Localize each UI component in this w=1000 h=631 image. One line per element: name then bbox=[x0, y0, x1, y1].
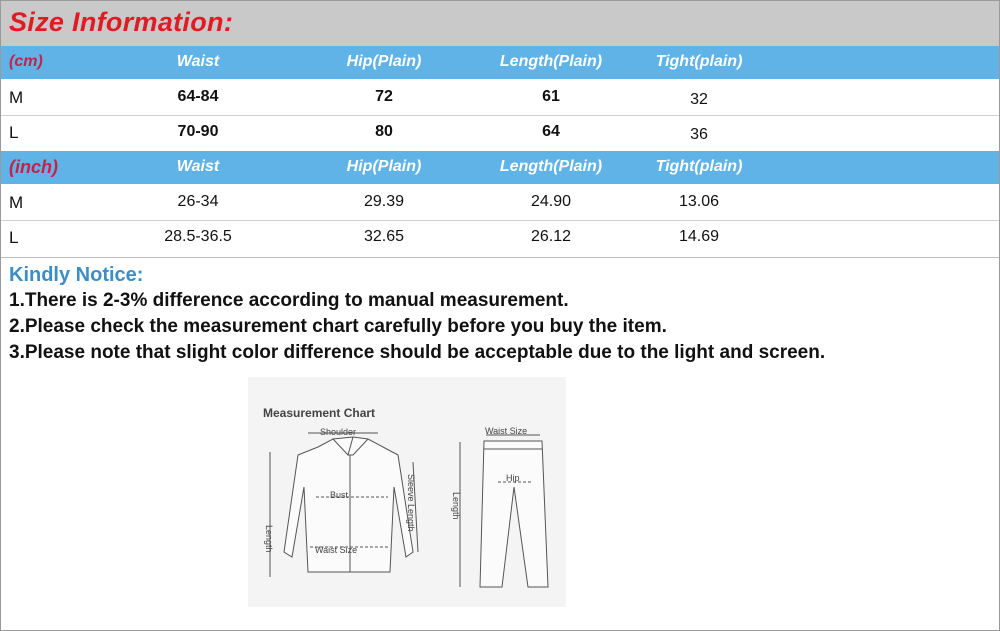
length-value: 61 bbox=[542, 88, 560, 105]
size-label: M bbox=[9, 193, 24, 212]
unit-label-inch: (inch) bbox=[9, 157, 58, 177]
waist-value: 26-34 bbox=[177, 193, 219, 210]
chart-title: Measurement Chart bbox=[263, 406, 376, 420]
table-row bbox=[1, 80, 999, 116]
table-row bbox=[1, 185, 999, 221]
tight-value: 13.06 bbox=[678, 193, 720, 210]
length-value: 26.12 bbox=[530, 228, 572, 245]
unit-label-cm: (cm) bbox=[9, 53, 43, 70]
page-title: Size Information: bbox=[9, 7, 234, 37]
header-length: Length(Plain) bbox=[499, 53, 603, 70]
hip-value: 29.39 bbox=[363, 193, 405, 210]
tight-value: 14.69 bbox=[678, 228, 720, 245]
notice-line: 1.There is 2-3% difference according to manual measurement. bbox=[9, 290, 569, 311]
shirt-length-label: Length bbox=[264, 525, 274, 553]
pants-waist-label: Waist Size bbox=[485, 426, 528, 436]
notice-title: Kindly Notice: bbox=[9, 264, 144, 286]
table-row bbox=[1, 220, 999, 255]
header-tight: Tight(plain) bbox=[655, 53, 743, 70]
table-row bbox=[1, 115, 999, 150]
header-length: Length(Plain) bbox=[499, 158, 603, 175]
hip-label: Hip bbox=[506, 473, 520, 483]
cm-header-row bbox=[1, 46, 999, 79]
shoulder-label: Shoulder bbox=[320, 427, 357, 437]
length-value: 64 bbox=[542, 123, 560, 140]
header-tight: Tight(plain) bbox=[655, 158, 743, 175]
sleeve-length-label: Sleeve Length bbox=[406, 474, 416, 532]
shirt-waist-label: Waist Size bbox=[315, 545, 358, 555]
header-waist: Waist bbox=[176, 53, 220, 70]
notice-line: 2.Please check the measurement chart carefully before you buy the item. bbox=[9, 316, 667, 337]
tight-value: 36 bbox=[690, 126, 708, 143]
waist-value: 70-90 bbox=[177, 123, 219, 140]
size-label: L bbox=[9, 228, 19, 247]
header-waist: Waist bbox=[176, 158, 220, 175]
header-hip: Hip(Plain) bbox=[346, 53, 422, 70]
hip-value: 80 bbox=[375, 123, 393, 140]
length-value: 24.90 bbox=[530, 193, 572, 210]
header-hip: Hip(Plain) bbox=[346, 158, 422, 175]
hip-value: 72 bbox=[375, 88, 393, 105]
title-bar bbox=[1, 1, 999, 46]
measurement-chart bbox=[248, 377, 566, 607]
size-label: L bbox=[9, 123, 19, 142]
hip-value: 32.65 bbox=[363, 228, 405, 245]
size-label: M bbox=[9, 88, 24, 107]
tight-value: 32 bbox=[690, 91, 708, 108]
notice-line: 3.Please note that slight color difference should be acceptable due to the light and screen. bbox=[9, 342, 826, 363]
waist-value: 28.5-36.5 bbox=[164, 228, 232, 245]
waist-value: 64-84 bbox=[177, 88, 219, 105]
inch-header-row bbox=[1, 151, 999, 184]
bust-label: Bust bbox=[330, 490, 349, 500]
pants-length-label: Length bbox=[451, 492, 461, 520]
